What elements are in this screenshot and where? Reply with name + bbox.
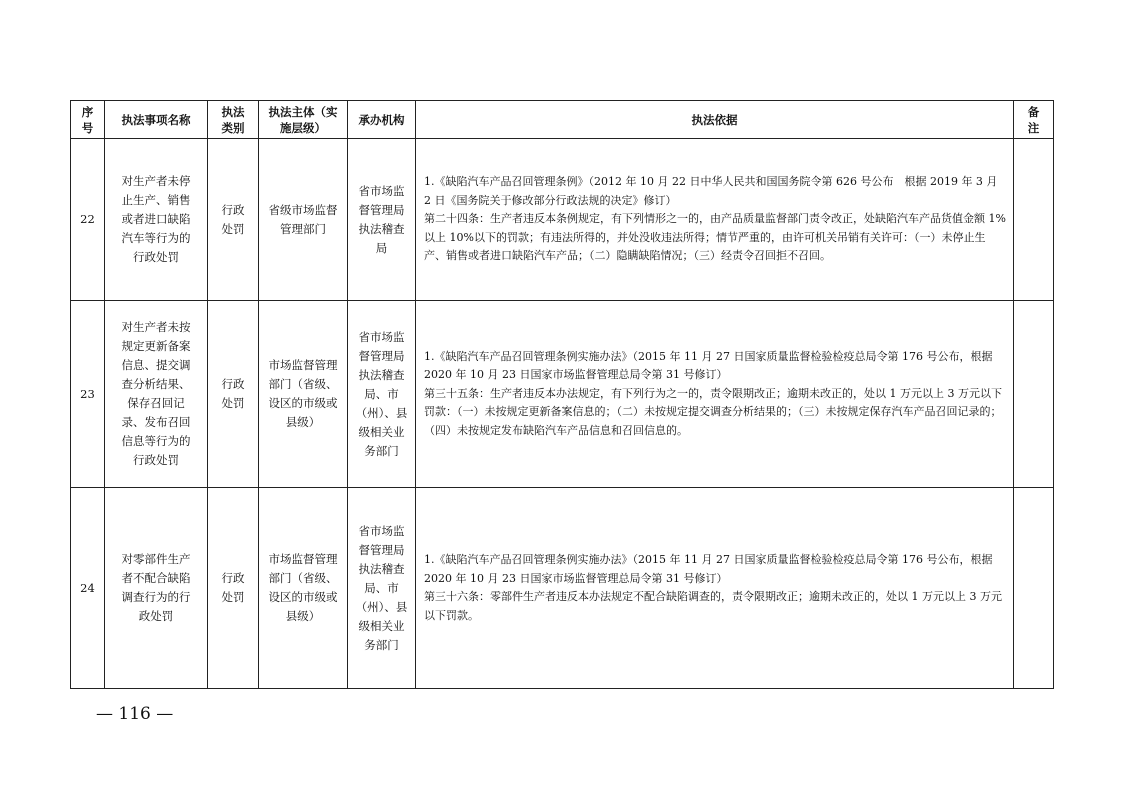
cell-subject: 省级市场监督管理部门 xyxy=(259,139,348,301)
cell-agency: 省市场监督管理局执法稽查局、市（州）、县级相关业务部门 xyxy=(348,488,416,689)
cell-basis xyxy=(416,139,1014,301)
cell-category: 行政处罚 xyxy=(208,139,259,301)
cell-name: 对生产者未按规定更新备案信息、提交调查分析结果、保存召回记录、发布召回信息等行为的行政处罚 xyxy=(105,301,208,488)
basis-source: 1.《缺陷汽车产品召回管理条例实施办法》（2015 年 11 月 27 日国家质量监督检验检疫总局令第 176 号公布，根据 2020 年 10 月 23 日国家市场监督管理总局令第 31 号修订） xyxy=(424,553,996,585)
header-agency: 承办机构 xyxy=(348,101,416,139)
table-row xyxy=(71,488,1054,689)
cell-seq: 24 xyxy=(71,488,105,689)
table-row xyxy=(71,301,1054,488)
cell-remarks xyxy=(1014,301,1054,488)
cell-subject: 市场监督管理部门（省级、设区的市级或县级） xyxy=(259,301,348,488)
basis-article: 第二十四条：生产者违反本条例规定，有下列情形之一的，由产品质量监督部门责令改正，处缺陷汽车产品货值金额 1%以上 10%以下的罚款；有违法所得的，并处没收违法所得；情节严重的，由许可机关吊销有关许可：（一）未停止生产、销售或者进口缺陷汽车产品；（二）隐瞒缺陷情况；（三）经责令召回拒不召回。 xyxy=(424,212,1006,263)
enforcement-table xyxy=(70,100,1054,689)
cell-seq: 22 xyxy=(71,139,105,301)
cell-name: 对生产者未停止生产、销售或者进口缺陷汽车等行为的行政处罚 xyxy=(105,139,208,301)
cell-seq: 23 xyxy=(71,301,105,488)
header-remarks: 备注 xyxy=(1014,101,1054,139)
cell-basis xyxy=(416,301,1014,488)
cell-category: 行政处罚 xyxy=(208,301,259,488)
cell-agency: 省市场监督管理局执法稽查局、市（州）、县级相关业务部门 xyxy=(348,301,416,488)
basis-source: 1.《缺陷汽车产品召回管理条例》（2012 年 10 月 22 日中华人民共和国国务院令第 626 号公布 根据 2019 年 3 月 2 日《国务院关于修改部分行政法规的决定》修订） xyxy=(424,175,1001,207)
cell-category: 行政处罚 xyxy=(208,488,259,689)
table-row xyxy=(71,139,1054,301)
cell-remarks xyxy=(1014,488,1054,689)
page-number: — 116 — xyxy=(96,704,174,724)
basis-article: 第三十六条：零部件生产者违反本办法规定不配合缺陷调查的，责令限期改正；逾期未改正的，处以 1 万元以上 3 万元以下罚款。 xyxy=(424,590,1002,622)
header-subject: 执法主体（实施层级） xyxy=(259,101,348,139)
header-category: 执法类别 xyxy=(208,101,259,139)
header-basis: 执法依据 xyxy=(416,101,1014,139)
cell-subject: 市场监督管理部门（省级、设区的市级或县级） xyxy=(259,488,348,689)
cell-basis xyxy=(416,488,1014,689)
header-row xyxy=(71,101,1054,139)
cell-agency: 省市场监督管理局执法稽查局 xyxy=(348,139,416,301)
cell-remarks xyxy=(1014,139,1054,301)
basis-article: 第三十五条：生产者违反本办法规定，有下列行为之一的，责令限期改正；逾期未改正的，处以 1 万元以上 3 万元以下罚款：（一）未按规定更新备案信息的；（二）未按规定提交调查分析结果的；（三）未按规定保存汽车产品召回记录的；（四）未按规定发布缺陷汽车产品信息和召回信息的。 xyxy=(424,386,1002,437)
header-name: 执法事项名称 xyxy=(105,101,208,139)
header-seq: 序号 xyxy=(71,101,105,139)
cell-name: 对零部件生产者不配合缺陷调查行为的行政处罚 xyxy=(105,488,208,689)
basis-source: 1.《缺陷汽车产品召回管理条例实施办法》（2015 年 11 月 27 日国家质量监督检验检疫总局令第 176 号公布，根据 2020 年 10 月 23 日国家市场监督管理总局令第 31 号修订） xyxy=(424,349,996,382)
